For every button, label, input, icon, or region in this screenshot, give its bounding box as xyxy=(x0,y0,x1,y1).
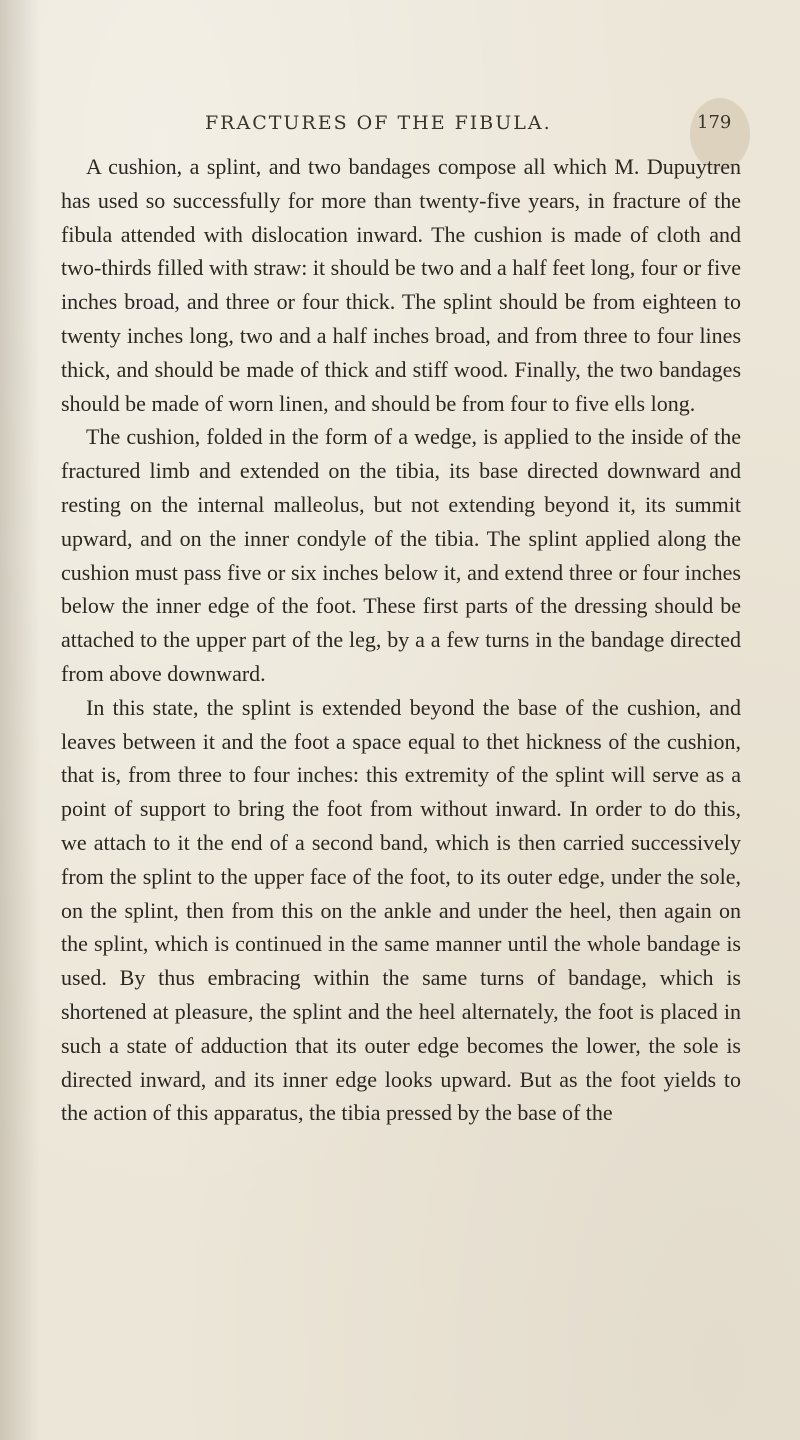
paragraph-2: The cushion, folded in the form of a wedge, is applied to the inside of the fractured limb and extended on the tibia, its base directed downward and resting on the internal malleolus, but not extending beyond it, its summit upward, and on the inner condyle of the tibia. The splint applied along the cushion must pass five or six inches below it, and extend three or four inches below the inner edge of the foot. These first parts of the dressing should be attached to the upper part of the leg, by a a few turns in the bandage directed from above downward. xyxy=(61,424,741,686)
running-head xyxy=(0,112,800,142)
paragraph-3: In this state, the splint is extended beyond the base of the cushion, and leaves between it and the foot a space equal to thet hickness of the cushion, that is, from three to four inches: this extremity of the splint will serve as a point of support to bring the foot from without inward. In order to do this, we attach to it the end of a second band, which is then carried successively from the splint to the upper face of the foot, to its outer edge, under the sole, on the splint, then from this on the ankle and under the heel, then again on the splint, which is continued in the same manner until the whole bandage is used. By thus embracing within the same turns of bandage, which is shortened at pleasure, the splint and the heel alternately, the foot is placed in such a state of adduction that its outer edge becomes the lower, the sole is directed inward, and its inner edge looks upward. But as the foot yields to the action of this apparatus, the tibia pressed by the base of the xyxy=(61,694,741,1126)
paragraph-1: A cushion, a splint, and two bandages compose all which M. Dupuytren has used so successfully for more than twenty-five years, in fracture of the fibula attended with dislocation inward. The cushion is made of cloth and two-thirds filled with straw: it should be two and a half feet long, four or five inches broad, and three or four thick. The splint should be from eighteen to twenty inches long, two and a half inches broad, and from three to four lines thick, and should be made of thick and stiff wood. Finally, the two bandages should be made of worn linen, and should be from four to five ells long. xyxy=(61,154,741,416)
page-number: 179 xyxy=(697,112,732,133)
running-title: FRACTURES OF THE FIBULA. xyxy=(205,112,552,134)
body-text xyxy=(61,150,741,1130)
